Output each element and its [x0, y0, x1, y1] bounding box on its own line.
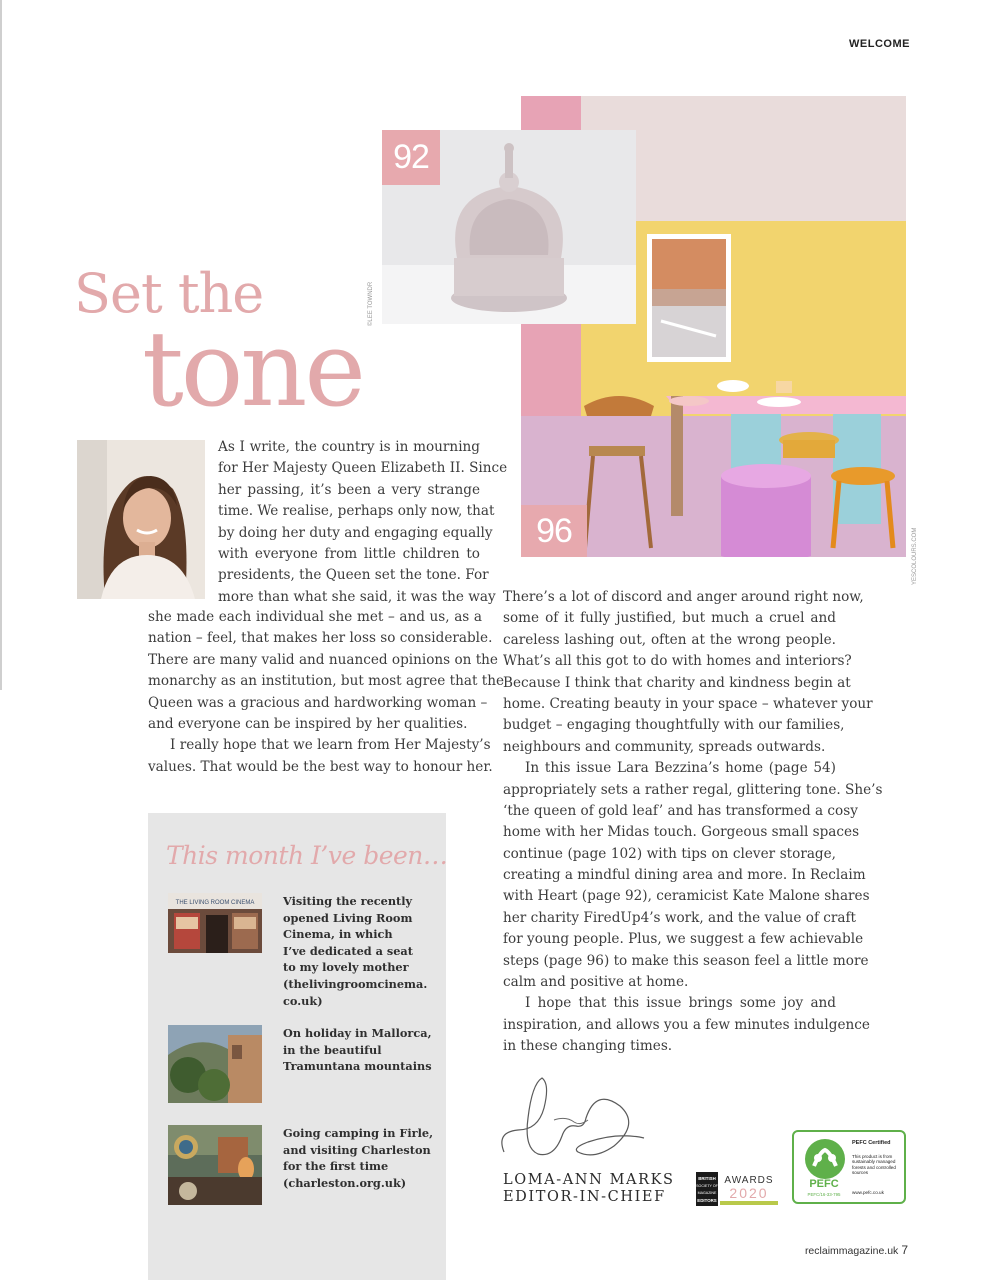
body-line: steps (page 96) to make this season feel a little more [503, 952, 869, 969]
sidebar-item-text [283, 1025, 433, 1075]
sidebar-title: This month I’ve been… [166, 841, 448, 870]
pefc-certified-badge [792, 1130, 906, 1204]
bsme-awards-badge [696, 1172, 778, 1206]
sidebar-line: (charleston.org.uk) [283, 1175, 407, 1190]
body-line: time. We realise, perhaps only now, that [218, 503, 495, 520]
section-label: WELCOME [849, 38, 910, 50]
mallorca-thumb-illustration [168, 1025, 262, 1103]
sidebar-line: Visiting the recently [283, 894, 413, 908]
body-line: her charity FiredUp4’s work, and the value of craft [503, 909, 857, 926]
body-line: nation – feel, that makes her loss so considerable. [148, 630, 493, 647]
signature-illustration [494, 1072, 654, 1164]
body-line: for Her Majesty Queen Elizabeth II. Since [218, 460, 508, 477]
body-line: There’s a lot of discord and anger around right now, [503, 589, 864, 605]
body-line: she made each individual she met – and us, as a [148, 609, 482, 625]
body-line: As I write, the country is in mourning [218, 439, 480, 455]
page-edge-rule [0, 0, 2, 690]
bse-text-1: BRITISH [698, 1176, 716, 1181]
sidebar-line: (thelivingroomcinema. [283, 976, 428, 991]
body-line: her passing, it’s been a very strange [218, 481, 480, 498]
body-line: some of it fully justified, but much a cruel and [503, 610, 836, 627]
page-footer [780, 1243, 908, 1257]
sidebar-line: for the first time [283, 1159, 389, 1174]
bse-text-4: EDITORS [697, 1198, 717, 1203]
pefc-title: PEFC Certified [852, 1140, 891, 1146]
sidebar-line: and visiting Charleston [283, 1142, 431, 1157]
body-line: by doing her duty and engaging equally [218, 524, 493, 541]
body-line: with everyone from little children to [218, 545, 480, 562]
body-line: I hope that this issue brings some joy and [525, 995, 836, 1012]
pefc-logo-name: PEFC [809, 1178, 839, 1190]
bse-text-3: MAGAZINE [697, 1191, 717, 1195]
sidebar-line: Going camping in Firle, [283, 1126, 434, 1140]
body-line: neighbours and community, spreads outwards. [503, 738, 826, 755]
footer-site[interactable]: reclaimmagazine.uk [804, 1245, 899, 1257]
portrait-illustration [77, 440, 205, 599]
editor-name-block [503, 1172, 675, 1206]
body-line: in these changing times. [503, 1038, 673, 1055]
pefc-description: This product is from sustainably managed forests and controlled sources [852, 1154, 896, 1176]
bse-text-2: SOCIETY OF [696, 1184, 718, 1188]
body-line: home with her Midas touch. Gorgeous small spaces [503, 824, 860, 841]
page-tag-92[interactable]: 92 [382, 130, 440, 185]
sidebar-line: On holiday in Mallorca, [283, 1026, 432, 1040]
body-line: Queen was a gracious and hardworking woman – [148, 694, 488, 711]
body-line: creating a mindful dining area and more. In Reclaim [503, 867, 866, 884]
headline-line-1: Set the [74, 262, 264, 325]
sidebar-line: co.uk) [283, 993, 323, 1008]
cinema-sign-text: THE LIVING ROOM CINEMA [175, 900, 255, 906]
sidebar-line: in the beautiful [283, 1042, 382, 1057]
this-month-sidebar [148, 813, 446, 1280]
sidebar-line: I’ve dedicated a seat [283, 943, 413, 958]
body-line: more than what she said, it was the way [218, 588, 496, 605]
intro-text-bottom [148, 607, 505, 778]
body-line: for young people. Plus, we suggest a few achievable [503, 931, 864, 948]
intro-text-top [218, 437, 508, 608]
body-line: home. Creating beauty in your space – whatever your [503, 695, 873, 712]
editor-role: EDITOR-IN-CHIEF [503, 1189, 666, 1205]
body-line: careless lashing out, often at the wrong people. [503, 631, 836, 648]
cinema-thumb-illustration [168, 893, 262, 953]
pefc-tree-icon [802, 1136, 848, 1182]
body-line: budget – engaging thoughtfully with our families, [503, 717, 845, 734]
sidebar-line: Cinema, in which [283, 927, 393, 942]
body-line: presidents, the Queen set the tone. For [218, 567, 489, 584]
body-line: Because I think that charity and kindness begin at [503, 674, 851, 691]
sidebar-item-text [283, 893, 433, 1009]
awards-year: 2020 [729, 1185, 769, 1201]
body-line: and everyone can be inspired by her qualities. [148, 715, 468, 732]
awards-badge-art [696, 1172, 778, 1206]
editor-name: LOMA-ANN MARKS [503, 1172, 675, 1188]
pefc-url: www.pefc.co.uk [852, 1190, 884, 1195]
editorial-text-right [503, 587, 883, 1058]
photo-credit-crown: ©LEE TOWNDR [368, 281, 374, 326]
editor-signature [494, 1072, 654, 1164]
page-number: 7 [901, 1243, 908, 1257]
body-line: In this issue Lara Bezzina’s home (page 54) [525, 760, 836, 777]
sidebar-line: to my lovely mother [283, 960, 409, 975]
body-line: I really hope that we learn from Her Majesty’s [170, 737, 491, 754]
headline-line-2: tone [142, 308, 363, 430]
mallorca-thumbnail [168, 1025, 262, 1103]
body-line: ‘the queen of gold leaf’ and has transformed a cosy [503, 802, 858, 819]
body-line: What’s all this got to do with homes and interiors? [503, 653, 852, 670]
body-line: monarchy as an institution, but most agree that the [148, 673, 505, 690]
cinema-thumbnail [168, 893, 262, 953]
awards-word: AWARDS [724, 1175, 774, 1186]
body-line: inspiration, and allows you a few minutes indulgence [503, 1016, 870, 1033]
charleston-thumb-illustration [168, 1125, 262, 1205]
body-line: values. That would be the best way to honour her. [148, 758, 493, 775]
sidebar-line: opened Living Room [283, 910, 413, 925]
photo-credit-room: YESCOLOURS.COM [912, 527, 918, 585]
body-line: with Heart (page 92), ceramicist Kate Malone shares [503, 888, 870, 905]
body-line: calm and positive at home. [503, 974, 689, 991]
body-line: continue (page 102) with tips on clever storage, [503, 845, 836, 862]
body-line: appropriately sets a rather regal, glittering tone. She’s [503, 781, 883, 798]
sidebar-item-text [283, 1125, 433, 1191]
editor-portrait [77, 440, 205, 599]
charleston-thumbnail [168, 1125, 262, 1205]
page-tag-96[interactable]: 96 [521, 505, 587, 557]
sidebar-line: Tramuntana mountains [283, 1059, 432, 1074]
body-line: There are many valid and nuanced opinions on the [148, 651, 498, 668]
pefc-code: PEFC/16-33-795 [807, 1192, 841, 1197]
